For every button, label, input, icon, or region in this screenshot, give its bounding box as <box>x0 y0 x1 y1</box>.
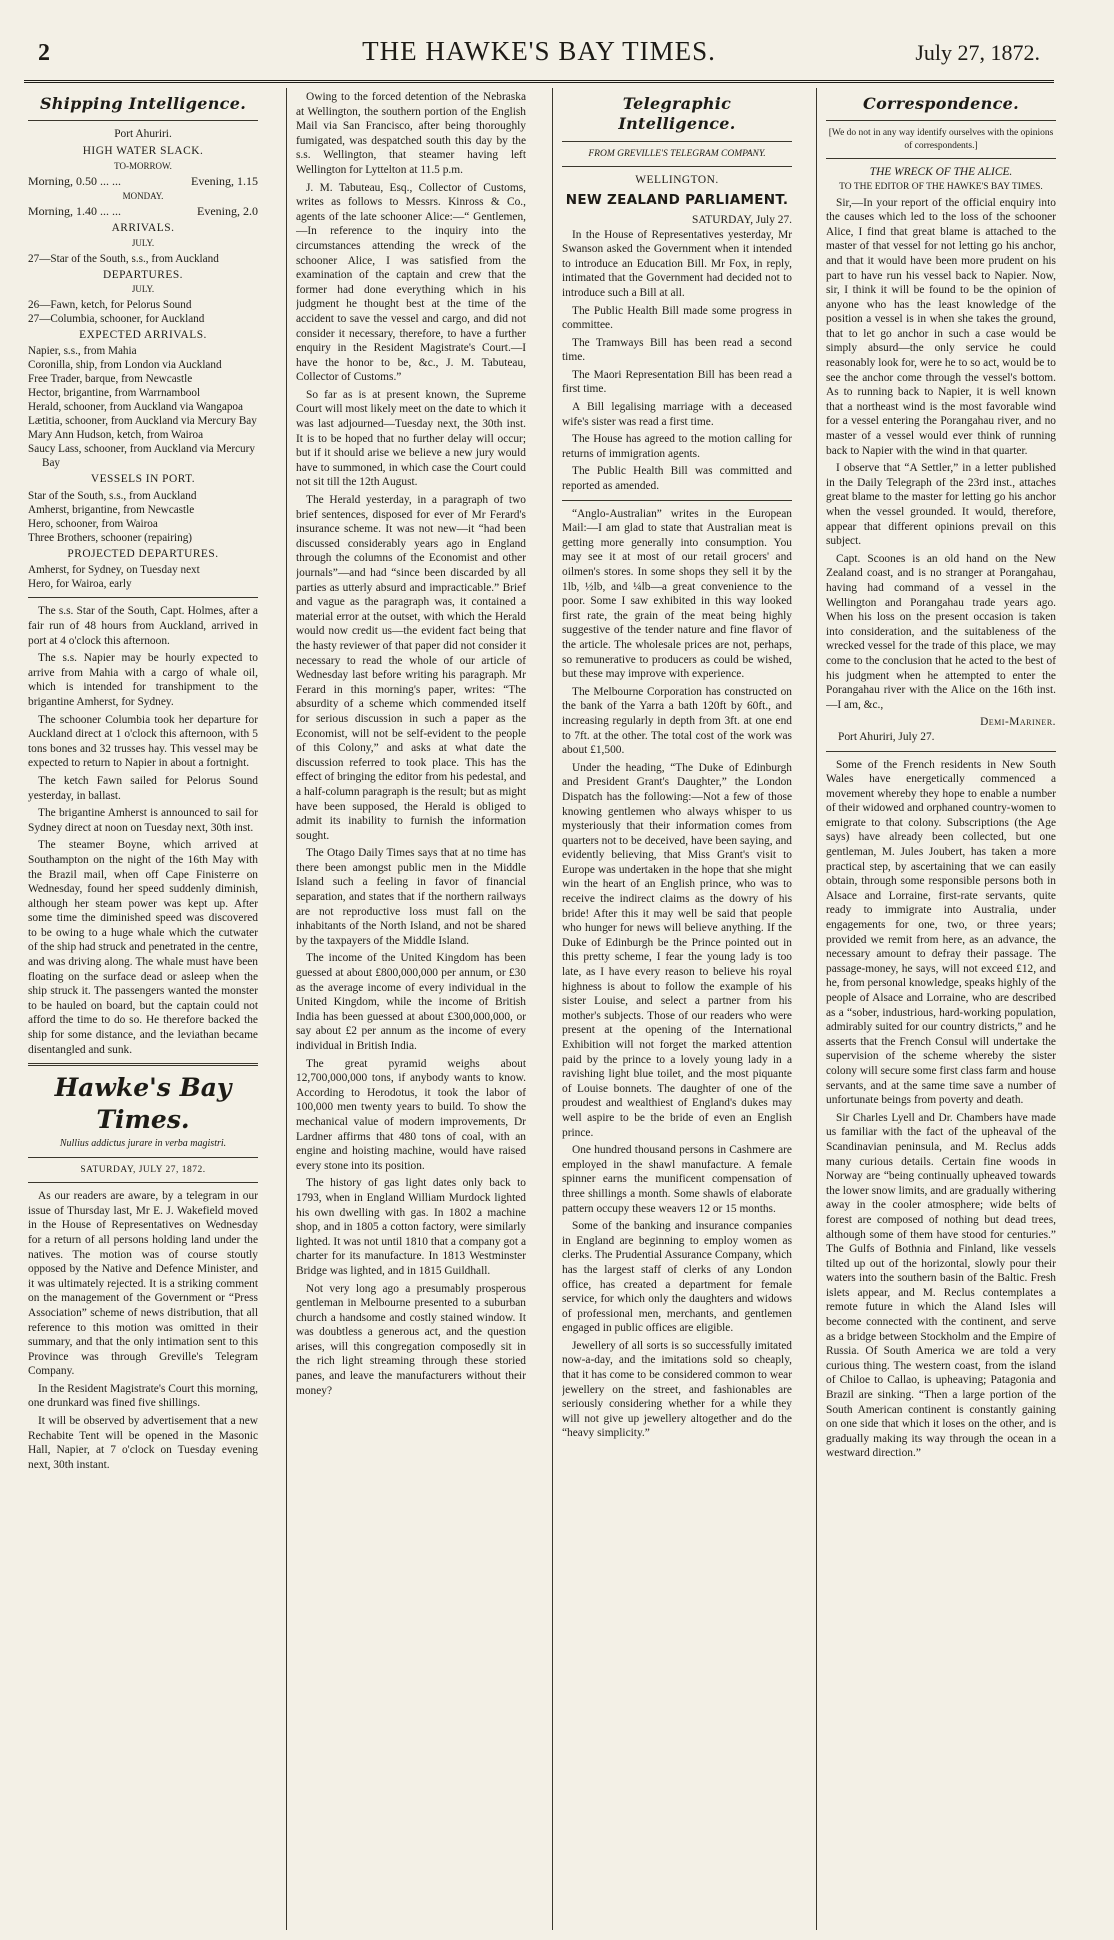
departures-title: DEPARTURES. <box>102 268 184 281</box>
news-paragraph: So far as is at present known, the Supreme Court will most likely meet on the date to which it was last adjourned—Tuesday next, the 30th inst. It is to be hoped that no further delay will occur; but if it should arise we believe a new jury would have to summoned, in which case the Court could not sit till the 12th August. <box>296 388 526 489</box>
expected-title: EXPECTED ARRIVALS. <box>79 328 207 341</box>
news-paragraph: Not very long ago a presumably prosperous gentleman in Melbourne presented to a suburban church a handsome and costly stained window. It was doubtless a generous act, and the question arises, will this congregation composedly sit in the rich light streaming through these storied panes, and leave the manufacturers without their money? <box>296 1282 526 1397</box>
telegram-paragraph: In the House of Representatives yesterday, Mr Swanson asked the Government when it intended to introduce an Education Bill. Mr Fox, in reply, intimated that the Government had decided not to introduce such a Bill at all. <box>562 228 792 299</box>
editorial-paragraph: As our readers are aware, by a telegram in our issue of Thursday last, Mr E. J. Wakefield moved in the House of Representatives on Wednesday for a return of all persons holding land under the natives. The motion was of course stoutly opposed by the Native and Defence Minister, and it was ultimately rejected. It is a striking comment on the management of the Government or “Press Association” scheme of news distribution, that all reference to this motion was omitted in their summary, and that the only intimation sent to this Province was through Greville's Telegram Company. <box>28 1190 258 1378</box>
letter-title: THE WRECK OF THE ALICE. <box>869 165 1013 178</box>
news-paragraph: The s.s. Napier may be hourly expected to arrive from Mahia with a cargo of whale oil, which is intended for transhipment to the brigantine Amherst, for Sydney. <box>28 652 258 708</box>
telegram-paragraph: The Tramways Bill has been read a second time. <box>562 336 792 364</box>
column-rule <box>552 88 553 1930</box>
letter-signature: Demi-Mariner. <box>980 716 1056 729</box>
list-item: Herald, schooner, from Auckland via Wangapoa <box>28 401 243 414</box>
column-shipping <box>28 90 258 1926</box>
section-heading-telegraphic: Telegraphic Intelligence. <box>618 94 736 134</box>
news-paragraph: Some of the banking and insurance companies in England are beginning to employ women as clerks. The Prudential Assurance Company, which has the largest staff of clerks of any London office, has created a department for female service, for which only the daughters and widows of professional men, merchants, and gentlemen engaged in public offices are eligible. <box>562 1220 792 1335</box>
news-paragraph: J. M. Tabuteau, Esq., Collector of Customs, writes as follows to Messrs. Kinross & Co., agents of the late schooner Alice:—“ Gentlemen,—In reference to the inquiry into the circumstances attending the wreck of the schooner Alice, I was satisfied from the examination of the captain and crew that the former had done everything which in his judgment he thought best at the time of the accident to save the vessel and cargo, and did not consider it necessary, therefore, to have a further enquiry in the Resident Magistrate's Court.—I have the honor to be, &c., J. M. Tabuteau, Collector of Customs.” <box>296 181 526 384</box>
news-paragraph: “Anglo-Australian” writes in the European Mail:—I am glad to state that Australian meat is getting more generally into consumption. You may see it at most of our retail grocers' and oilmen's stores. In some shops they sell it by the 1lb, ½lb, and ¼lb—a great convenience to the poor. Some I saw exhibited in this way looked first rate, the grain of the meat being highly suggestive of the tender nature and fine flavor of the article. The wholesale prices are not, perhaps, so remunerative to producers as could be wished, but these may improve with experience. <box>562 507 792 681</box>
letter-paragraph: Capt. Scoones is an old hand on the New Zealand coast, and is no stranger at Porangahau, having had command of a vessel in the Wellington and Porangahau trade years ago. When his loss on the present occasion is taken into consideration, and the suitableness of the wrecked vessel for the trade of this place, we may come to the conclusion that he acted to the best of his judgment when he attempted to enter the Porangahau river with the Alice on the 16th inst.—I am, &c., <box>826 552 1056 711</box>
telegram-place: WELLINGTON. <box>635 174 719 187</box>
news-paragraph: Sir Charles Lyell and Dr. Chambers have made us familiar with the fact of the upheaval of the Scandinavian peninsula, and M. Reclus adds many curious details. Certain fine woods in Norway are “being continually upheaved towards the lower snow limits, and are gradually withering away in the cooler atmosphere; wide belts of forest are composed of nothing but dead trees, although some of them have stood for centuries.” The Gulfs of Bothnia and Finland, like vessels tilted up out of the horizontal, slowly pour their waters into the southern basin of the Baltic. Fresh islets appear, and M. Reclus contemplates a remote future in which the Aland Isles will become connected with the continent, and serve as a bridge between Stockholm and the Empire of Russia. Of South America we are told a very curious thing. The western coast, from the island of Chiloe to Callao, is upheaving; Patagonia and Brazil are sinking. “Then a large portion of the South American continent is constantly gaining on one side that which it loses on the other, and is gradually making its way through the ocean in a westward direction.” <box>826 1111 1056 1460</box>
arrivals-month: JULY. <box>131 238 155 248</box>
tide-row <box>28 204 258 219</box>
tide-morning: Morning, 1.40 ... ... <box>28 204 121 219</box>
column-correspondence <box>826 90 1056 1926</box>
parliament-banner: NEW ZEALAND PARLIAMENT. <box>565 191 789 208</box>
list-item: Star of the South, s.s., from Auckland <box>28 489 197 502</box>
list-item: Hector, brigantine, from Warrnambool <box>28 387 201 400</box>
editorial-paragraph: In the Resident Magistrate's Court this morning, one drunkard was fined five shillings. <box>28 1382 258 1410</box>
telegram-paragraph: A Bill legalising marriage with a deceased wife's sister was read a first time. <box>562 401 792 428</box>
issue-date: July 27, 1872. <box>915 40 1040 65</box>
tide-evening: Evening, 1.15 <box>191 174 258 189</box>
column-rule <box>286 88 287 1930</box>
news-paragraph: The history of gas light dates only back to 1793, when in England William Murdock lighted his own dwelling with gas. In 1802 a machine shop, and in 1805 a cotton factory, were similarly lighted. It was not until 1810 that a company got a charter for its manufacture. In 1813 Westminster Bridge was lighted, and in 1815 Guildhall. <box>296 1177 526 1277</box>
column-rule <box>816 88 817 1930</box>
projected-title: PROJECTED DEPARTURES. <box>67 547 219 560</box>
disclaimer: [We do not in any way identify ourselves with the opinions of correspondents.] <box>828 128 1054 151</box>
editorial-date: SATURDAY, JULY 27, 1872. <box>80 1165 206 1176</box>
letter-paragraph: Sir,—In your report of the official enquiry into the causes which led to the loss of the schooner Alice, I find that great blame is attached to the master of that vessel for not letting go his anchor, and that it would have been more prudent on his part to have run his vessel back to Napier. Now, sir, I think it will be found to be the opinion of anyone who has the least knowledge of the position a vessel is in when she takes the ground, that to let go anchor in such a case would be simply absurd—the only service he could reasonably look for, were he to so act, would be to see the anchor come through the vessel's bottom. As to running back to Napier, it is well known that a northeast wind is the most favorable wind for a vessel entering the Porangahau river, and no master of a vessel would ever think of running back to Napier with the wind in that quarter. <box>826 196 1056 457</box>
paper-name: THE HAWKE'S BAY TIMES. <box>362 36 716 66</box>
column-local-news <box>296 90 526 1926</box>
news-paragraph: The schooner Columbia took her departure for Auckland direct at 1 o'clock this afternoon, with 5 tons bones and 32 trusses hay. This vessel may be expected to return to Napier in about a fortnight. <box>28 713 258 770</box>
monday-label: MONDAY. <box>122 190 164 201</box>
news-paragraph: One hundred thousand persons in Cashmere are employed in the shawl manufacture. A female spinner earns the munificent compensation of three shillings a month. Some shawls of elaborate pattern occupy these weavers 12 or 15 months. <box>562 1144 792 1215</box>
news-paragraph: The s.s. Star of the South, Capt. Holmes, after a fair run of 48 hours from Auckland, arrived in port at 4 o'clock this afternoon. <box>28 605 258 647</box>
list-item: Saucy Lass, schooner, from Auckland via Mercury Bay <box>28 443 255 470</box>
news-paragraph: The ketch Fawn sailed for Pelorus Sound yesterday, in ballast. <box>28 774 258 802</box>
tide-evening: Evening, 2.0 <box>197 204 258 219</box>
tide-row <box>28 174 258 189</box>
news-paragraph: The Herald yesterday, in a paragraph of two brief sentences, disposed for ever of Mr Ferard's insurance scheme. It was not new—it “had been discussed considerably years ago in England through the columns of the Economist and other journals”—and had “since been discarded by all parties as utterly absurd and impracticable.” Brief and vague as the paragraph was, it contained a material error at the outset, with which the Herald would now credit us—the evident fact being that the hasty reviewer of that paper did not consider it necessary to read the whole of our article of Wednesday last before writing his paragraph. Mr Ferard in this morning's paper, writes: “The absurdity of a scheme which commended itself for serious discussion in such a paper as the Economist, will not be self-evident to the people of this Colony,” and asks at what date the discussion referred to took place. This has the effect of bringing the editor from his pedestal, and a half-column paragraph is the result; but as might have been supposed, the Herald is obliged to admit its inability to furnish the information sought. <box>296 494 526 842</box>
tomorrow-label: TO-MORROW. <box>114 160 172 171</box>
list-item: Hero, schooner, from Wairoa <box>28 517 158 530</box>
list-item: Coronilla, ship, from London via Auckland <box>28 359 222 372</box>
masthead <box>24 30 1054 83</box>
news-paragraph: Under the heading, “The Duke of Edinburgh and President Grant's Daughter,” the London Dispatch has the following:—Not a few of those knowing gentlemen who always whisper to us mysteriously that their information comes from quarters not to be deceived, have been saying, and evidently believing, that Miss Grant's visit to Europe was undertaken in the hope that she might win the heart of an English prince, who was to receive the indirect claims as the dowry of his bride! After this it may well be said that people who hunger for news will believe anything. If the Duke of Edinburgh be the Prince pointed out in this pretty scheme, I fear the young lady is too late, as I have every reason to believe his royal highness is about to follow the example of his sister Louise, and select a partner from his mother's subjects. Those of our readers who were present at the opening of the International Exhibition will not forget the marked attention paid by the prince to a lovely young lady in a ravishing light blue toilet, and the most piquante of Louise bonnets. The daughter of one of the proudest and wealthiest of England's dukes may well aspire to be the bride of even an English prince. <box>562 761 792 1139</box>
arrivals-title: ARRIVALS. <box>111 222 175 235</box>
list-item: 26—Fawn, ketch, for Pelorus Sound <box>28 298 192 311</box>
in-port-title: VESSELS IN PORT. <box>90 473 196 486</box>
high-water-title: HIGH WATER SLACK. <box>82 145 204 158</box>
section-heading-shipping: Shipping Intelligence. <box>39 94 247 113</box>
news-paragraph: The Melbourne Corporation has constructed on the bank of the Yarra a bath 120ft by 60ft., and increasing regularly in depth from 3ft. at one end to 7ft. at the other. The total cost of the work was about £1,500. <box>562 685 792 757</box>
list-item: Amherst, brigantine, from Newcastle <box>28 503 195 516</box>
news-paragraph: The steamer Boyne, which arrived at Southampton on the night of the 16th May with the Brazil mail, when off Cape Finisterre on Wednesday, found her speed suddenly diminish, although her steam power was kept up. After some time the diminished speed was discovered to be owing to a huge whale which the cutwater of the ship had struck and penetrated in the centre, and was driving along. The whale must have been floating on the surface dead or asleep when the ship struck it. The passengers wanted the monster to be hauled on board, but the captain could not afford the time to do so. He therefore backed the ship for some distance, and the leviathan became disentangled and sunk. <box>28 839 258 1056</box>
departures-month: JULY. <box>131 284 155 295</box>
list-item: Hero, for Wairoa, early <box>28 578 132 591</box>
news-paragraph: The brigantine Amherst is announced to sail for Sydney direct at noon on Tuesday next, 30th inst. <box>28 807 258 834</box>
list-item: 27—Star of the South, s.s., from Auckland <box>28 252 219 265</box>
news-paragraph: The Otago Daily Times says that at no time has there been amongst public men in the Middle Island such a feeling in favor of financial separation, and states that if the northern railways are not reproductive loss must fall on the inhabitants of the North Island, and not be shared by the taxpayers of the Middle Island. <box>296 847 526 947</box>
news-paragraph: The income of the United Kingdom has been guessed at about £800,000,000 per annum, or £30 as the average income of every individual in the United Kingdom, while the income of British India has been guessed at about £300,000,000, or say about £2 per annum as the income of every individual in British India. <box>296 952 526 1052</box>
telegram-paragraph: The Public Health Bill was committed and reported as amended. <box>562 465 792 493</box>
telegram-paragraph: The House has agreed to the motion calling for returns of immigration agents. <box>562 433 792 460</box>
column-telegraphic <box>562 90 792 1926</box>
page-number: 2 <box>38 40 50 66</box>
editorial-masthead: Hawke's Bay Times. <box>54 1073 232 1135</box>
telegram-paragraph: The Public Health Bill made some progress in committee. <box>562 304 792 332</box>
list-item: Free Trader, barque, from Newcastle <box>28 373 193 386</box>
letter-place-date: Port Ahuriri, July 27. <box>838 730 935 743</box>
telegram-source: FROM GREVILLE'S TELEGRAM COMPANY. <box>588 148 766 159</box>
section-heading-correspondence: Correspondence. <box>863 94 1019 113</box>
list-item: 27—Columbia, schooner, for Auckland <box>28 312 205 325</box>
tide-morning: Morning, 0.50 ... ... <box>28 174 121 189</box>
letter-addressee: TO THE EDITOR OF THE HAWKE'S BAY TIMES. <box>839 182 1043 193</box>
list-item: Three Brothers, schooner (repairing) <box>28 531 193 544</box>
letter-paragraph: I observe that “A Settler,” in a letter published in the Daily Telegraph of the 23rd inst., attaches great blame to the master for letting go his anchor when the vessel grounded. It would, therefore, appear that different opinions prevail on this subject. <box>826 462 1056 548</box>
list-item: Napier, s.s., from Mahia <box>28 345 137 358</box>
telegram-day: SATURDAY, July 27. <box>691 213 792 226</box>
telegram-paragraph: The Maori Representation Bill has been read a first time. <box>562 368 792 396</box>
motto: Nullius addictus jurare in verba magistri. <box>59 1138 227 1150</box>
news-paragraph: The great pyramid weighs about 12,700,000,000 tons, if anybody wants to know. According to Herodotus, it took the labor of 100,000 men twenty years to build. To show the mechanical value of modern improvements, Dr Lardner affirms that 480 tons of coal, with an engine and hoisting machine, would have raised every stone into its position. <box>296 1057 526 1172</box>
list-item: Mary Ann Hudson, ketch, from Wairoa <box>28 429 204 442</box>
port-name: Port Ahuriri. <box>114 128 172 141</box>
news-paragraph: Jewellery of all sorts is so successfully imitated now-a-day, and the imitations sold so cheaply, that it has come to be considered common to wear jewellery on the street, and fashionables are seriously considering whether for a while they will not give up jewellery altogether and do the “heavy simplicity.” <box>562 1339 792 1440</box>
news-paragraph: Some of the French residents in New South Wales have energetically commenced a movement whereby they hope to enable a number of their widowed and orphaned country-women to emigrate to that colony. Subscriptions (the Age says) have already been collected, but one gentleman, M. Jules Joubert, has taken a more practical step, by ascertaining that we can easily obtain, through some responsible persons both in Alsace and Lorraine, first-rate servants, quite ready to immigrate into Australia, under engagements for one, two, or three years; provided we remit from here, as an advance, the necessary amount to defray their passage. The passage-money, he says, will not exceed £12, and he, from personal knowledge, speaks highly of the people of Alsace and Lorraine, who are described as a “sober, industrious, hard-working population, admirably suited for our country districts,” and he asserts that the French Consul will undertake the supervision of the scheme whereby the sister colony will secure some first class farm and house servants, and at the same time save a number of unfortunate beings from poverty and death. <box>826 758 1056 1107</box>
list-item: Amherst, for Sydney, on Tuesday next <box>28 564 200 577</box>
news-paragraph: Owing to the forced detention of the Nebraska at Wellington, the southern portion of the English Mail via San Francisco, after being thoroughly fumigated, was despatched south this day by the s.s. Wellington, that steamer having left Wellington for Lyttelton at 11.5 p.m. <box>296 91 526 176</box>
editorial-paragraph: It will be observed by advertisement that a new Rechabite Tent will be opened in the Masonic Hall, Napier, at 7 o'clock on Tuesday evening next, 30th instant. <box>28 1415 258 1471</box>
list-item: Lætitia, schooner, from Auckland via Mercury Bay <box>28 415 257 428</box>
